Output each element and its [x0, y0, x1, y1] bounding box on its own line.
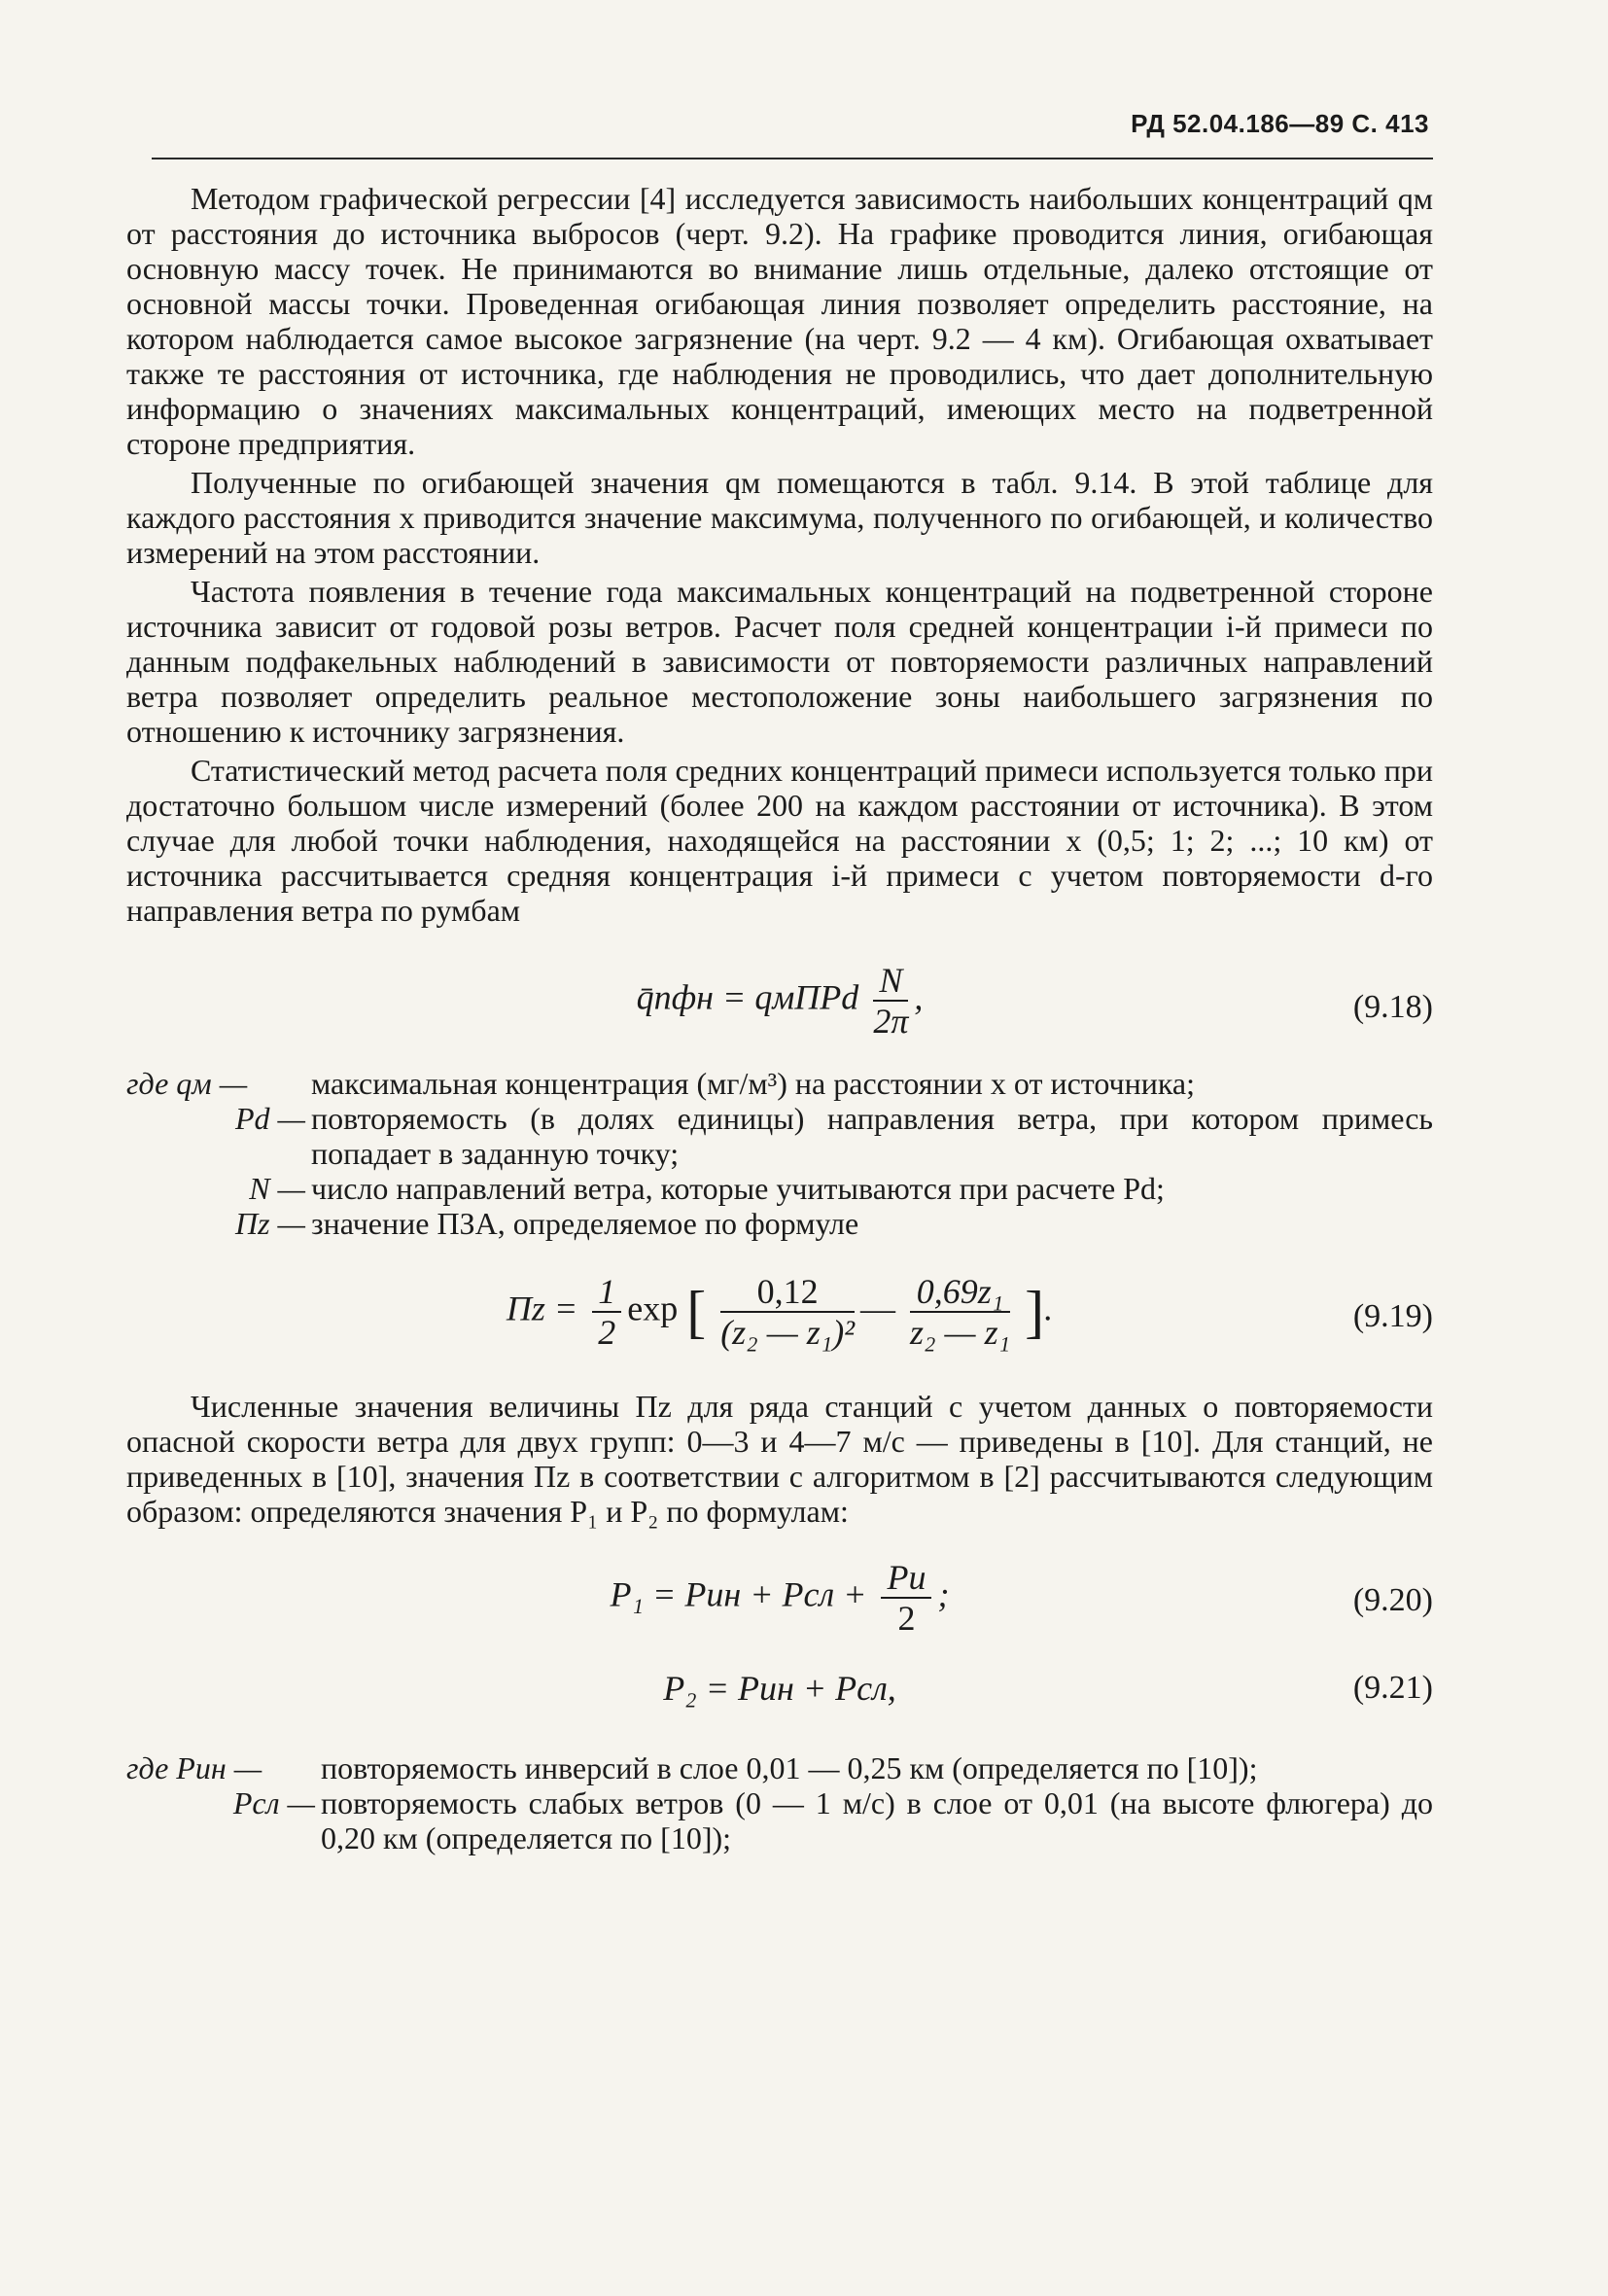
fraction-numerator: 0,12 — [720, 1272, 855, 1313]
formula-9-19-lhs: Пz = — [506, 1289, 578, 1328]
header-rule — [152, 158, 1433, 159]
right-bracket: ] — [1025, 1280, 1045, 1344]
definitions-9-18 — [126, 1066, 1433, 1241]
fraction-numerator: 0,69z₁ — [910, 1272, 1010, 1313]
formula-9-18-fraction — [873, 961, 908, 1041]
minus-sign: — — [860, 1289, 896, 1328]
definition-symbol: где qм — — [126, 1066, 248, 1101]
formula-9-18-numerator: N — [873, 961, 908, 1002]
formula-9-19-fraction-b — [910, 1272, 1010, 1352]
equation-number-9-21: (9.21) — [1352, 1670, 1433, 1706]
formula-9-19 — [126, 1253, 1433, 1377]
formula-9-19-fraction-half — [592, 1272, 621, 1352]
fraction-denominator: 2 — [598, 1313, 616, 1352]
paragraph-2: Полученные по огибающей значения qм помещаются в табл. 9.14. В этой таблице для каждого расстояния x приводится значение максимума, полученного по огибающей, и количество измерений на этом расстоянии. — [126, 465, 1433, 570]
fraction-numerator: Pu — [881, 1558, 931, 1599]
definition-pd — [126, 1101, 1433, 1171]
paragraph-5: Численные значения величины Пz для ряда станций с учетом данных о повторяемости опасной скорости ветра для двух групп: 0—3 и 4—7 м/с — приведены в [10]. Для станций, не приведенных в [10], значения Пz в соответствии с алгоритмом в [2] рассчитываются следующим образом: определяются значения P₁ и P₂ по формулам: — [126, 1389, 1433, 1529]
formula-9-20-tail: ; — [937, 1574, 950, 1614]
definition-pin — [126, 1750, 1433, 1785]
definition-n — [126, 1171, 1433, 1206]
fraction-denominator: 2 — [897, 1599, 916, 1638]
fraction-numerator: 1 — [592, 1272, 621, 1313]
definition-qm — [126, 1066, 1433, 1101]
formula-9-18 — [126, 939, 1433, 1054]
definition-text: повторяемость слабых ветров (0 — 1 м/с) в слое от 0,01 (на высоте флюгера) до 0,20 км (определяется по [10]); — [321, 1785, 1433, 1855]
definition-text: повторяемость инверсий в слое 0,01 — 0,25 км (определяется по [10]); — [321, 1750, 1258, 1785]
definition-symbol: Пz — — [234, 1206, 305, 1241]
fraction-denominator: (z₂ — z₁)² — [720, 1313, 856, 1352]
formula-9-18-denominator: 2π — [873, 1002, 909, 1041]
equation-number-9-20: (9.20) — [1352, 1582, 1433, 1618]
definition-text: повторяемость (в долях единицы) направления ветра, при котором примесь попадает в заданную точку; — [311, 1101, 1433, 1171]
definition-symbol: N — — [249, 1171, 305, 1206]
definition-text: значение ПЗА, определяемое по формуле — [311, 1206, 859, 1241]
definition-text: максимальная концентрация (мг/м³) на расстоянии x от источника; — [311, 1066, 1196, 1101]
left-bracket: [ — [686, 1280, 707, 1344]
formula-9-20 — [126, 1540, 1433, 1649]
formula-9-18-lhs: q̄пфн = qмПPd — [636, 977, 859, 1017]
equation-number-9-18: (9.18) — [1352, 989, 1433, 1025]
document-body — [126, 181, 1433, 1861]
formula-9-19-exp: exp — [627, 1289, 679, 1328]
formula-9-21 — [126, 1661, 1433, 1739]
paragraph-1: Методом графической регрессии [4] исследуется зависимость наибольших концентраций qм от расстояния до источника выбросов (черт. 9.2). На графике проводится линия, огибающая основную массу точек. Не принимаются во внимание лишь отдельные, далеко отстоящие от основной массы точки. Проведенная огибающая линия позволяет определить расстояние, на котором наблюдается самое высокое загрязнение (на черт. 9.2 — 4 км). Огибающая охватывает также те расстояния от источника, где наблюдения не проводились, что дает дополнительную информацию о значениях максимальных концентраций, имеющих место на подветренной стороне предприятия. — [126, 181, 1433, 461]
formula-9-19-fraction-a — [720, 1272, 855, 1352]
definition-psl — [126, 1785, 1433, 1855]
paragraph-4: Статистический метод расчета поля средних концентраций примеси используется только при достаточно большом числе измерений (более 200 на каждом расстоянии от источника). В этом случае для любой точки наблюдения, находящейся на расстоянии x (0,5; 1; 2; ...; 10 км) от источника рассчитывается средняя концентрация i-й примеси с учетом повторяемости d-го направления ветра по румбам — [126, 753, 1433, 928]
definition-text: число направлений ветра, которые учитываются при расчете Pd; — [311, 1171, 1165, 1206]
equation-number-9-19: (9.19) — [1352, 1298, 1433, 1334]
paragraph-3: Частота появления в течение года максимальных концентраций на подветренной стороне источника зависит от годовой розы ветров. Расчет поля средней концентрации i-й примеси по данным подфакельных наблюдений в зависимости от повторяемости различных направлений ветра позволяет определить реальное местоположение зоны наибольшего загрязнения по отношению к источнику загрязнения. — [126, 574, 1433, 749]
definition-symbol: где Pин — — [126, 1750, 262, 1785]
formula-9-20-lhs: P₁ = Pин + Pсл + — [610, 1574, 867, 1614]
fraction-denominator: z₂ — z₁ — [910, 1313, 1011, 1352]
definition-pz — [126, 1206, 1433, 1241]
formula-9-19-tail: . — [1044, 1289, 1054, 1328]
formula-9-18-tail: , — [914, 977, 924, 1017]
definitions-9-21 — [126, 1750, 1433, 1855]
formula-9-21-expr: P₂ = Pин + Pсл, — [663, 1669, 896, 1708]
formula-9-20-fraction — [881, 1558, 931, 1638]
definition-symbol: Pd — — [235, 1101, 305, 1136]
page-header: РД 52.04.186—89 С. 413 — [1131, 109, 1429, 138]
definition-symbol: Pсл — — [232, 1785, 315, 1820]
